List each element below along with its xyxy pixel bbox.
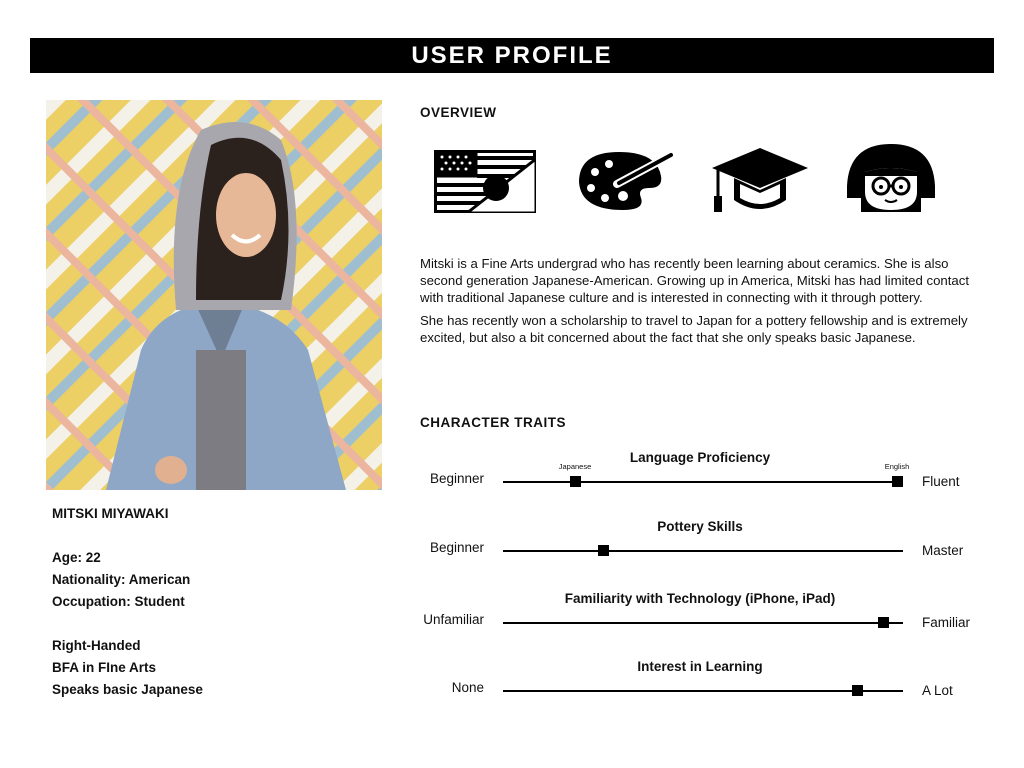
trait-marker-english <box>892 476 903 487</box>
overview-heading: OVERVIEW <box>420 105 497 120</box>
trait-interest-in-learning <box>410 659 990 709</box>
paint-palette-icon <box>575 148 675 212</box>
profile-degree: BFA in FIne Arts <box>52 660 157 675</box>
profile-language: Speaks basic Japanese <box>52 682 203 697</box>
profile-info <box>52 506 382 701</box>
header-bar <box>30 38 994 73</box>
trait-marker-japanese <box>570 476 581 487</box>
trait-max-label: A Lot <box>922 683 953 698</box>
trait-title: Pottery Skills <box>657 519 743 534</box>
trait-scale-track <box>503 462 910 483</box>
bio-paragraph: She has recently won a scholarship to travel to Japan for a pottery fellowship and is extremely excited, but also a bit concerned about the fact that she only speaks basic Japanese. <box>420 313 968 345</box>
trait-min-label: Beginner <box>429 471 484 486</box>
us-japan-flag-icon <box>434 150 536 213</box>
trait-scale-track <box>503 622 903 624</box>
marker-label-english: English <box>884 462 910 471</box>
page-title: USER PROFILE <box>411 41 613 69</box>
girl-with-glasses-icon <box>845 142 937 216</box>
overview-bio <box>420 255 975 352</box>
trait-marker <box>598 545 609 556</box>
trait-scale-track <box>503 550 903 552</box>
trait-title: Familiarity with Technology (iPhone, iPad) <box>564 591 836 606</box>
profile-name: MITSKI MIYAWAKI <box>52 506 169 521</box>
trait-marker <box>852 685 863 696</box>
profile-nationality: Nationality: American <box>52 572 191 587</box>
trait-pottery-skills <box>410 519 990 569</box>
trait-min-label: Beginner <box>429 540 484 555</box>
overview-icons <box>420 140 960 220</box>
trait-technology-familiarity <box>410 591 990 641</box>
marker-label-japanese: Japanese <box>558 462 592 471</box>
profile-photo <box>46 100 382 490</box>
profile-age: Age: 22 <box>52 550 101 565</box>
character-traits-heading: CHARACTER TRAITS <box>420 415 566 430</box>
profile-handedness: Right-Handed <box>52 638 141 653</box>
profile-occupation: Occupation: Student <box>52 594 185 609</box>
trait-min-label: Unfamiliar <box>423 612 484 627</box>
trait-min-label: None <box>451 680 484 695</box>
trait-max-label: Fluent <box>922 474 960 489</box>
graduation-cap-icon <box>710 146 810 214</box>
trait-max-label: Master <box>922 543 964 558</box>
trait-title: Interest in Learning <box>637 659 763 674</box>
bio-paragraph: Mitski is a Fine Arts undergrad who has recently been learning about ceramics. She is also second generation Japanese-American. Growing up in America, Mitski has had limited contact with traditional Japanese culture and is interested in connecting with it through pottery. <box>420 256 970 305</box>
trait-marker <box>878 617 889 628</box>
trait-language-proficiency <box>410 450 990 500</box>
trait-scale-track <box>503 690 903 692</box>
trait-title: Language Proficiency <box>629 450 771 465</box>
trait-max-label: Familiar <box>922 615 971 630</box>
